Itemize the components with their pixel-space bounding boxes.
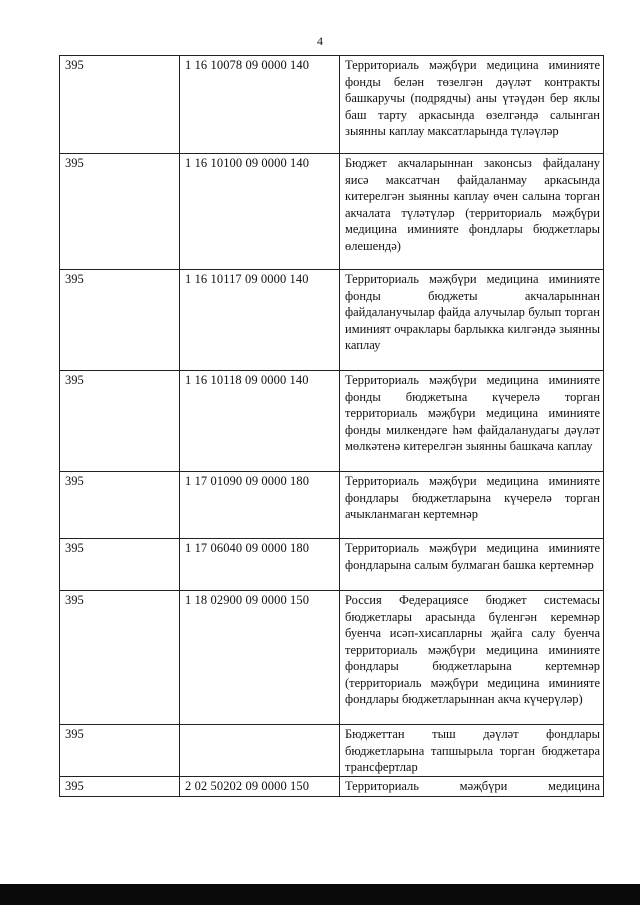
admin-code-cell: 395 [60,591,180,725]
admin-code-cell: 395 [60,472,180,539]
description-cell: Территориаль мәҗбүри медицина иминияте фонды бюджетына күчерелә торган территориаль мәҗбүри медицина иминияте фонды милкендәге һәм файдаланудагы дәүләт мөлкәтенә китерелгән зыянны башкача каплау [340,371,604,472]
page-number: 4 [317,34,323,48]
classification-code-cell: 1 18 02900 09 0000 150 [180,591,340,725]
description-cell: Бюджет акчаларыннан законсыз файдалану яисә максатчан файдаланмау аркасында китерелгән зыянны каплау өчен салына торган акчалата түләтүләр (территориаль мәҗбүри медицина иминияте фондлары бюджетлары өлешендә) [340,154,604,270]
table-row [60,539,604,591]
admin-code-cell: 395 [60,539,180,591]
classification-code-cell: 1 16 10078 09 0000 140 [180,56,340,154]
admin-code-cell: 395 [60,270,180,371]
admin-code-cell: 395 [60,56,180,154]
description-cell: Бюджеттан тыш дәүләт фондлары бюджетларына тапшырыла торган бюджетара трансфертлар [340,725,604,777]
admin-code-cell: 395 [60,371,180,472]
scan-bottom-edge [0,884,640,905]
table-row [60,56,604,154]
table-row [60,591,604,725]
classification-code-cell: 1 16 10100 09 0000 140 [180,154,340,270]
classification-code-cell: 1 17 01090 09 0000 180 [180,472,340,539]
description-cell: Территориаль мәҗбүри медицина [340,776,604,796]
classification-code-cell: 1 17 06040 09 0000 180 [180,539,340,591]
classification-code-cell [180,725,340,777]
admin-code-cell: 395 [60,776,180,796]
classification-code-cell: 1 16 10118 09 0000 140 [180,371,340,472]
classification-code-cell: 2 02 50202 09 0000 150 [180,776,340,796]
revenue-codes-table [59,55,604,797]
table-row [60,725,604,777]
description-cell: Россия Федерациясе бюджет системасы бюджетлары арасында бүленгән керемнәр буенча исәп-хисапларны җайга салу буенча территориаль мәҗбүри медицина иминияте фондлары бюджетларына кертемнәр (территориаль мәҗбүри медицина иминияте фондлары бюджетларыннан акча күчерүләр) [340,591,604,725]
table-row [60,472,604,539]
admin-code-cell: 395 [60,725,180,777]
description-cell: Территориаль мәҗбүри медицина иминияте фондларына салым булмаган башка кертемнәр [340,539,604,591]
description-cell: Территориаль мәҗбүри медицина иминияте фондлары бюджетларына күчерелә торган ачыкланмаган кертемнәр [340,472,604,539]
description-cell: Территориаль мәҗбүри медицина иминияте фонды белән төзелгән дәүләт контракты башкаручы (подрядчы) аны үтәүдән бер яклы баш тарту аркасында өзелгәндә салынган зыянны каплау максатларында түләүләр [340,56,604,154]
table-row [60,776,604,796]
table-row [60,154,604,270]
classification-code-cell: 1 16 10117 09 0000 140 [180,270,340,371]
table-row [60,371,604,472]
admin-code-cell: 395 [60,154,180,270]
table-row [60,270,604,371]
description-cell: Территориаль мәҗбүри медицина иминияте фонды бюджеты акчаларыннан файдаланучылар файда алучылар булып торган иминият очраклары барлыкка килгәндә зыянны каплау [340,270,604,371]
